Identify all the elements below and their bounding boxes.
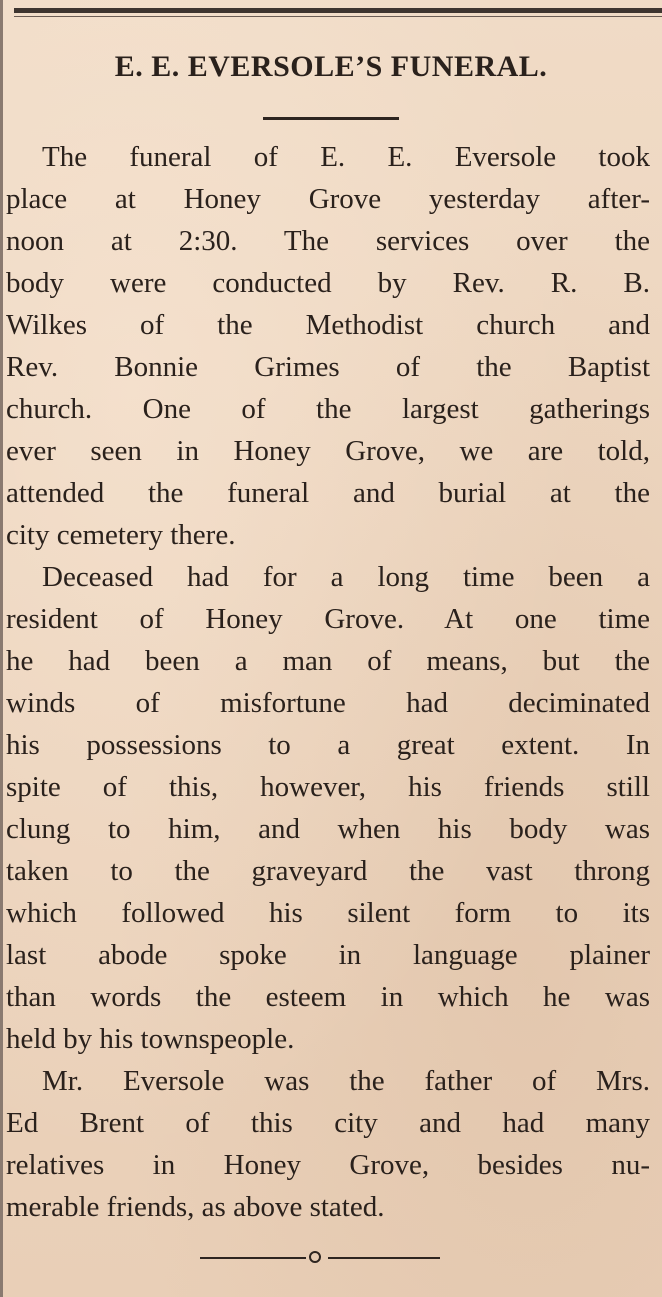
end-ornament-right-bar <box>328 1257 440 1259</box>
text-line: Wilkes of the Methodist church and <box>6 309 650 341</box>
article-headline: E. E. EVERSOLE’S FUNERAL. <box>114 50 548 83</box>
text-line: merable friends, as above stated. <box>6 1191 385 1223</box>
top-column-rule-thin <box>14 16 662 17</box>
text-line: than words the esteem in which he was <box>6 981 650 1013</box>
paragraph-2 <box>6 556 650 1060</box>
text-line: Ed Brent of this city and had many <box>6 1107 650 1139</box>
text-line: ever seen in Honey Grove, we are told, <box>6 435 650 467</box>
headline-divider <box>263 117 399 120</box>
text-line: noon at 2:30. The services over the <box>6 225 650 257</box>
paragraph-1 <box>6 136 650 556</box>
text-line: last abode spoke in language plainer <box>6 939 650 971</box>
text-line: body were conducted by Rev. R. B. <box>6 267 650 299</box>
paragraph-3 <box>6 1060 650 1228</box>
top-column-rule <box>14 8 662 13</box>
text-line: church. One of the largest gatherings <box>6 393 650 425</box>
text-line: taken to the graveyard the vast throng <box>6 855 650 887</box>
text-line: spite of this, however, his friends still <box>6 771 650 803</box>
text-line: resident of Honey Grove. At one time <box>6 603 650 635</box>
text-line: which followed his silent form to its <box>6 897 650 929</box>
text-line: relatives in Honey Grove, besides nu- <box>6 1149 650 1181</box>
text-line: he had been a man of means, but the <box>6 645 650 677</box>
text-line: held by his townspeople. <box>6 1023 295 1055</box>
text-line: Rev. Bonnie Grimes of the Baptist <box>6 351 650 383</box>
end-ornament-left-bar <box>200 1257 306 1259</box>
text-line: clung to him, and when his body was <box>6 813 650 845</box>
text-line: winds of misfortune had deciminated <box>6 687 650 719</box>
text-line: Deceased had for a long time been a <box>42 561 650 593</box>
article-end-ornament <box>200 1248 440 1268</box>
left-column-rule <box>0 0 3 1297</box>
end-ornament-circle <box>309 1251 321 1263</box>
text-line: attended the funeral and burial at the <box>6 477 650 509</box>
text-line: city cemetery there. <box>6 519 236 551</box>
text-line: Mr. Eversole was the father of Mrs. <box>42 1065 650 1097</box>
text-line: his possessions to a great extent. In <box>6 729 650 761</box>
article-body <box>6 136 650 1228</box>
text-line: The funeral of E. E. Eversole took <box>42 141 650 173</box>
text-line: place at Honey Grove yesterday after- <box>6 183 650 215</box>
